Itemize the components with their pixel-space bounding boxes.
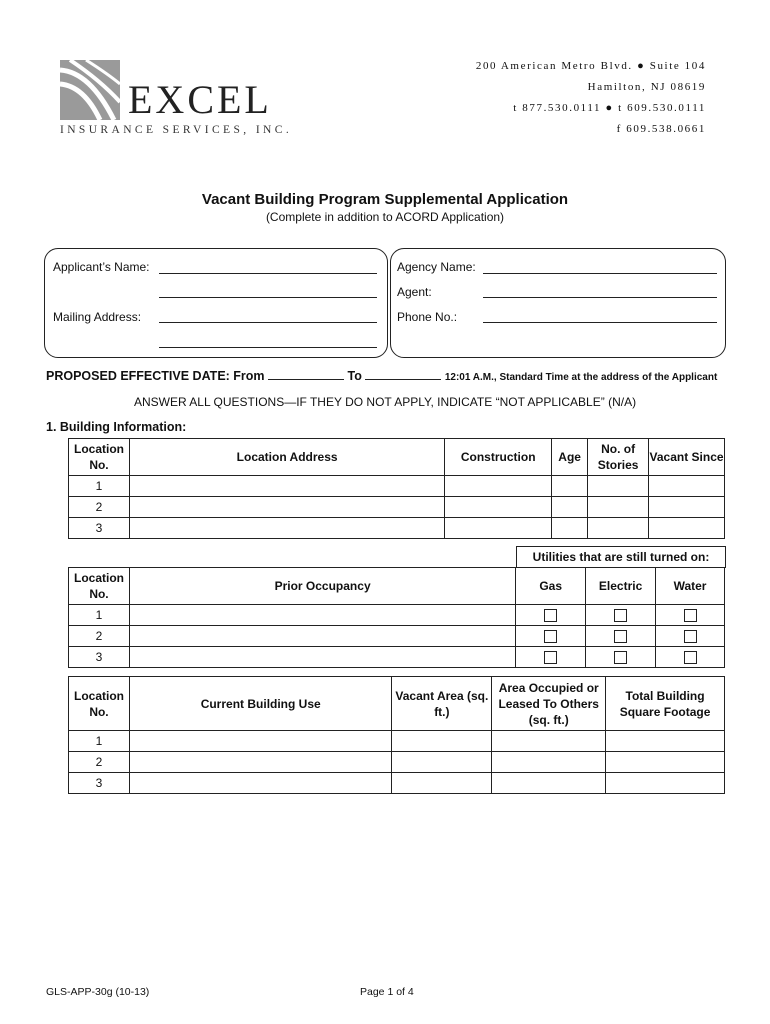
current-use-cell[interactable] bbox=[129, 731, 391, 752]
stories-cell[interactable] bbox=[588, 518, 649, 539]
row-number: 2 bbox=[69, 497, 130, 518]
header-area-occupied: Area Occupied or Leased To Others (sq. ft.) bbox=[492, 677, 606, 731]
table-row bbox=[69, 773, 725, 794]
water-checkbox[interactable] bbox=[684, 630, 697, 643]
electric-checkbox[interactable] bbox=[614, 630, 627, 643]
prior-occupancy-cell[interactable] bbox=[129, 647, 515, 668]
building-info-table bbox=[68, 438, 725, 539]
vacant-since-cell[interactable] bbox=[649, 497, 725, 518]
proposed-from-field[interactable] bbox=[268, 369, 344, 380]
stories-cell[interactable] bbox=[588, 476, 649, 497]
answer-all-instruction: ANSWER ALL QUESTIONS—IF THEY DO NOT APPLY, INDICATE “NOT APPLICABLE” (N/A) bbox=[133, 395, 637, 409]
construction-cell[interactable] bbox=[445, 518, 552, 539]
electric-checkbox[interactable] bbox=[614, 651, 627, 664]
form-title: Vacant Building Program Supplemental Application bbox=[201, 191, 569, 208]
excel-logo-mark bbox=[60, 60, 120, 120]
mailing-address-field[interactable] bbox=[159, 322, 377, 323]
applicant-info-box bbox=[44, 248, 388, 358]
location-address-cell[interactable] bbox=[129, 518, 444, 539]
header-location-no: Location No. bbox=[69, 439, 130, 476]
stories-cell[interactable] bbox=[588, 497, 649, 518]
gas-checkbox[interactable] bbox=[544, 651, 557, 664]
utilities-heading: Utilities that are still turned on: bbox=[516, 546, 726, 568]
location-address-cell[interactable] bbox=[129, 476, 444, 497]
section-1-title: 1. Building Information: bbox=[46, 420, 187, 434]
applicant-name-label: Applicant’s Name: bbox=[53, 260, 150, 274]
area-occupied-cell[interactable] bbox=[492, 752, 606, 773]
row-number: 2 bbox=[69, 752, 130, 773]
row-number: 3 bbox=[69, 647, 130, 668]
area-occupied-cell[interactable] bbox=[492, 731, 606, 752]
agency-info-box bbox=[390, 248, 726, 358]
header-gas: Gas bbox=[516, 568, 586, 605]
header-water: Water bbox=[656, 568, 725, 605]
gas-checkbox[interactable] bbox=[544, 630, 557, 643]
table-row bbox=[69, 518, 725, 539]
phone-line: t 877.530.0111 ● t 609.530.0111 bbox=[513, 102, 706, 114]
form-subtitle: (Complete in addition to ACORD Application) bbox=[265, 210, 505, 224]
total-footage-cell[interactable] bbox=[606, 752, 725, 773]
mailing-address-label: Mailing Address: bbox=[53, 310, 142, 324]
water-checkbox[interactable] bbox=[684, 609, 697, 622]
agent-label: Agent: bbox=[397, 285, 432, 299]
proposed-time-note: 12:01 A.M., Standard Time at the address of the Applicant bbox=[444, 372, 718, 383]
prior-occupancy-table bbox=[68, 567, 725, 668]
header-electric: Electric bbox=[586, 568, 656, 605]
row-number: 1 bbox=[69, 731, 130, 752]
vacant-area-cell[interactable] bbox=[392, 773, 492, 794]
table-row bbox=[69, 476, 725, 497]
vacant-area-cell[interactable] bbox=[392, 731, 492, 752]
row-number: 1 bbox=[69, 476, 130, 497]
address-line-1: 200 American Metro Blvd. ● Suite 104 bbox=[475, 60, 706, 72]
form-code: GLS-APP-30g (10-13) bbox=[46, 986, 150, 998]
proposed-effective-date bbox=[46, 369, 717, 383]
logo-wordmark: EXCEL bbox=[128, 77, 272, 122]
header-location-no: Location No. bbox=[69, 677, 130, 731]
water-checkbox[interactable] bbox=[684, 651, 697, 664]
gas-checkbox[interactable] bbox=[544, 609, 557, 622]
current-use-cell[interactable] bbox=[129, 773, 391, 794]
page-number: Page 1 of 4 bbox=[360, 986, 414, 998]
age-cell[interactable] bbox=[552, 476, 588, 497]
electric-checkbox[interactable] bbox=[614, 609, 627, 622]
header-prior-occupancy: Prior Occupancy bbox=[129, 568, 515, 605]
proposed-from-label: PROPOSED EFFECTIVE DATE: From bbox=[46, 369, 265, 383]
prior-occupancy-cell[interactable] bbox=[129, 605, 515, 626]
address-line-2: Hamilton, NJ 08619 bbox=[587, 81, 706, 93]
location-address-cell[interactable] bbox=[129, 497, 444, 518]
proposed-to-label: To bbox=[347, 369, 362, 383]
logo-subtitle: INSURANCE SERVICES, INC. bbox=[60, 124, 293, 136]
table-row bbox=[69, 647, 725, 668]
total-footage-cell[interactable] bbox=[606, 731, 725, 752]
applicant-name-field-2[interactable] bbox=[159, 297, 377, 298]
row-number: 3 bbox=[69, 773, 130, 794]
agency-name-field[interactable] bbox=[483, 273, 717, 274]
vacant-since-cell[interactable] bbox=[649, 518, 725, 539]
table-row bbox=[69, 497, 725, 518]
age-cell[interactable] bbox=[552, 497, 588, 518]
header-total-square-footage: Total Building Square Footage bbox=[606, 677, 725, 731]
header-location-address: Location Address bbox=[129, 439, 444, 476]
total-footage-cell[interactable] bbox=[606, 773, 725, 794]
current-use-cell[interactable] bbox=[129, 752, 391, 773]
table-row bbox=[69, 731, 725, 752]
header-vacant-since: Vacant Since bbox=[649, 439, 725, 476]
table-row bbox=[69, 626, 725, 647]
row-number: 1 bbox=[69, 605, 130, 626]
vacant-since-cell[interactable] bbox=[649, 476, 725, 497]
current-use-table bbox=[68, 676, 725, 794]
fax-line: f 609.538.0661 bbox=[616, 123, 706, 135]
vacant-area-cell[interactable] bbox=[392, 752, 492, 773]
header-age: Age bbox=[552, 439, 588, 476]
agency-name-label: Agency Name: bbox=[397, 260, 476, 274]
header-current-building-use: Current Building Use bbox=[129, 677, 391, 731]
prior-occupancy-cell[interactable] bbox=[129, 626, 515, 647]
header-location-no: Location No. bbox=[69, 568, 130, 605]
applicant-name-field[interactable] bbox=[159, 273, 377, 274]
header-vacant-area: Vacant Area (sq. ft.) bbox=[392, 677, 492, 731]
construction-cell[interactable] bbox=[445, 497, 552, 518]
header-construction: Construction bbox=[445, 439, 552, 476]
construction-cell[interactable] bbox=[445, 476, 552, 497]
age-cell[interactable] bbox=[552, 518, 588, 539]
proposed-to-field[interactable] bbox=[365, 369, 441, 380]
header-no-of-stories: No. of Stories bbox=[588, 439, 649, 476]
row-number: 3 bbox=[69, 518, 130, 539]
mailing-address-field-2[interactable] bbox=[159, 347, 377, 348]
table-row bbox=[69, 752, 725, 773]
agent-field[interactable] bbox=[483, 297, 717, 298]
phone-field[interactable] bbox=[483, 322, 717, 323]
table-row bbox=[69, 605, 725, 626]
area-occupied-cell[interactable] bbox=[492, 773, 606, 794]
row-number: 2 bbox=[69, 626, 130, 647]
phone-label: Phone No.: bbox=[397, 310, 458, 324]
